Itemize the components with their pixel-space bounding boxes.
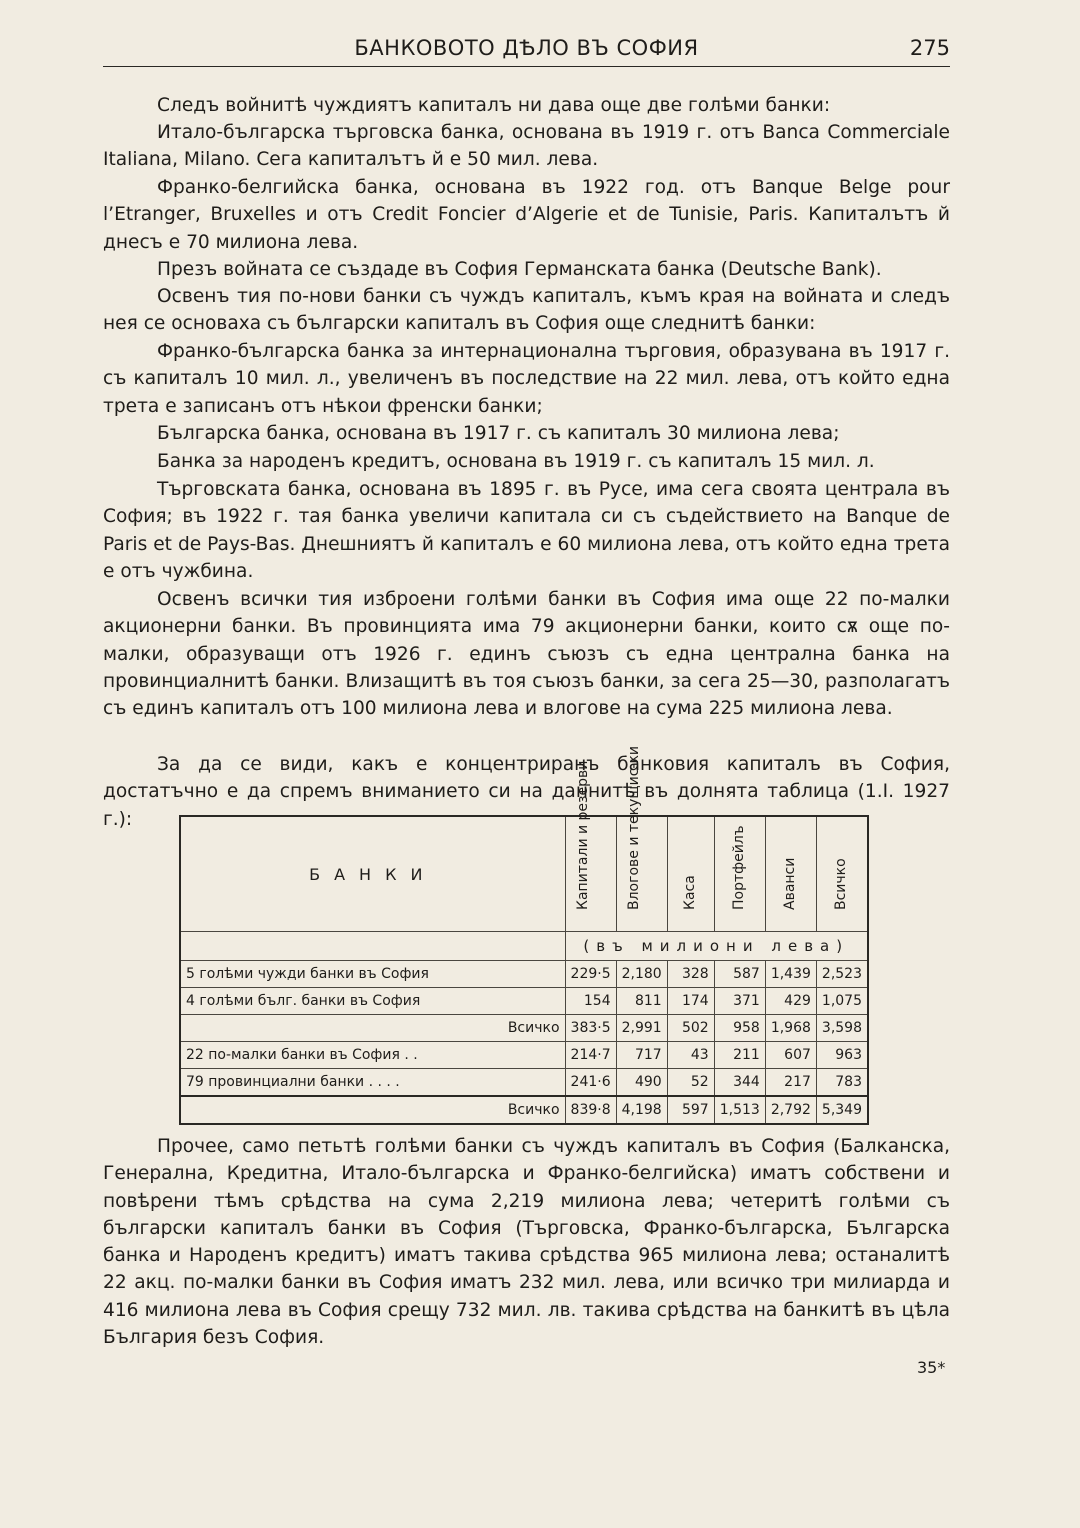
paragraph: Освенъ тия по-нови банки съ чуждъ капиталъ, къмъ края на войната и следъ нея се основаха съ български капиталъ въ София още следнитѣ банки:	[103, 286, 950, 335]
cell: 490	[616, 1069, 667, 1097]
cell: 587	[714, 961, 765, 988]
cell: 429	[765, 988, 816, 1015]
banks-column-header: БАНКИ	[180, 816, 565, 932]
cell: 241·6	[565, 1069, 616, 1097]
cell: 958	[714, 1015, 765, 1042]
cell: 2,991	[616, 1015, 667, 1042]
running-title: БАНКОВОТО ДѢЛО ВЪ СОФИЯ	[354, 36, 699, 60]
cell: 2,180	[616, 961, 667, 988]
table-row	[180, 988, 868, 1015]
paragraph: Освенъ всички тия изброени голѣми банки въ София има още 22 по-малки акционерни банки. Въ провинцията има 79 акционерни банки, които сѫ още по-малки, образуващи отъ 1926 г. единъ съюзъ съ една централна банка на провинциалнитѣ банки. Влизащитѣ въ тоя съюзъ банки, за сега 25—30, разполагатъ съ единъ капиталъ отъ 100 милиона лева и влогове на сума 225 милиона лева.	[103, 589, 950, 720]
cell: 597	[667, 1096, 714, 1124]
row-label: 4 голѣми бълг. банки въ София	[180, 988, 565, 1015]
cell: 5,349	[816, 1096, 868, 1124]
cell: 811	[616, 988, 667, 1015]
column-header: Всичко	[816, 816, 868, 932]
column-header: Влогове и текущис-ки	[616, 816, 667, 932]
paragraph: Франко-българска банка за интернационална търговия, образувана въ 1917 г. съ капиталъ 10 мил. л., увеличенъ въ последствие на 22 мил. лева, отъ който една трета е записанъ отъ нѣкои френски банки;	[103, 341, 950, 417]
paragraph: Итало-българска търговска банка, основана въ 1919 г. отъ Banca Commerciale Italiana, Milano. Сега капиталътъ й е 50 мил. лева.	[103, 122, 950, 171]
row-label: Всичко	[180, 1015, 565, 1042]
cell: 607	[765, 1042, 816, 1069]
cell: 371	[714, 988, 765, 1015]
table-row-total	[180, 1096, 868, 1124]
cell: 1,968	[765, 1015, 816, 1042]
paragraph: Българска банка, основана въ 1917 г. съ капиталъ 30 милиона лева;	[157, 423, 840, 444]
cell: 383·5	[565, 1015, 616, 1042]
cell: 1,075	[816, 988, 868, 1015]
cell: 502	[667, 1015, 714, 1042]
column-header: Каса	[667, 816, 714, 932]
cell: 43	[667, 1042, 714, 1069]
paragraph: Банка за народенъ кредитъ, основана въ 1919 г. съ капиталъ 15 мил. л.	[157, 451, 875, 472]
cell: 783	[816, 1069, 868, 1097]
cell: 217	[765, 1069, 816, 1097]
cell: 229·5	[565, 961, 616, 988]
paragraph: За да се види, какъ е концентриранъ банковия капиталъ въ София, достатъчно е да спремъ вниманието си на даннитѣ въ долнята таблица (1.I. 1927 г.):	[103, 754, 950, 830]
unit-label: (въ милиони лева)	[565, 932, 868, 961]
table-header-row	[180, 816, 868, 932]
cell: 963	[816, 1042, 868, 1069]
cell: 52	[667, 1069, 714, 1097]
cell: 211	[714, 1042, 765, 1069]
cell: 2,523	[816, 961, 868, 988]
paragraph: Следъ войнитѣ чуждиятъ капиталъ ни дава още две голѣми банки:	[157, 95, 831, 116]
running-header	[103, 34, 950, 67]
row-label: 5 голѣми чужди банки въ София	[180, 961, 565, 988]
signature-mark: 35*	[917, 1358, 946, 1377]
table-row	[180, 961, 868, 988]
cell: 1,439	[765, 961, 816, 988]
cell: 344	[714, 1069, 765, 1097]
paragraph: Франко-белгийска банка, основана въ 1922 год. отъ Banque Belge pour l’Etranger, Bruxelles и отъ Credit Foncier d’Algerie et de Tunisie, Paris. Капиталътъ й днесъ е 70 милиона лева.	[103, 177, 950, 253]
row-label: 79 провинциални банки . . . .	[180, 1069, 565, 1097]
unit-row	[180, 932, 868, 961]
cell: 3,598	[816, 1015, 868, 1042]
paragraph: Прочее, само петьтѣ голѣми банки съ чуждъ капиталъ въ София (Балканска, Генерална, Кредитна, Итало-българска и Франко-белгийска) иматъ собствени и повѣрени тѣмъ срѣдства на сума 2,219 милиона лева; четеритѣ голѣми съ български капиталъ банки въ София (Търговска, Франко-българска, Българска банка и Народенъ кредитъ) иматъ такива срѣдства 965 милиона лева; останалитѣ 22 акц. по-малки банки въ София иматъ 232 мил. лева, или всичко три милиарда и 416 милиона лева въ София срещу 732 мил. лв. такива срѣдства на банкитѣ въ цѣла България безъ София.	[103, 1136, 950, 1349]
paragraph: Презъ войната се създаде въ София Германската банка (Deutsche Bank).	[157, 259, 882, 280]
cell: 1,513	[714, 1096, 765, 1124]
cell: 839·8	[565, 1096, 616, 1124]
column-header: Аванси	[765, 816, 816, 932]
row-label: Всичко	[180, 1096, 565, 1124]
cell: 154	[565, 988, 616, 1015]
cell: 328	[667, 961, 714, 988]
row-label: 22 по-малки банки въ София . .	[180, 1042, 565, 1069]
table-row	[180, 1069, 868, 1097]
table-row	[180, 1042, 868, 1069]
cell: 717	[616, 1042, 667, 1069]
page-number: 275	[909, 36, 950, 60]
column-header: Капитали и резерви	[565, 816, 616, 932]
table-row	[180, 1015, 868, 1042]
cell: 214·7	[565, 1042, 616, 1069]
cell: 4,198	[616, 1096, 667, 1124]
cell: 174	[667, 988, 714, 1015]
column-header: Портфейлъ	[714, 816, 765, 932]
cell: 2,792	[765, 1096, 816, 1124]
paragraph: Търговската банка, основана въ 1895 г. въ Русе, има сега своята централа въ София; въ 1922 г. тая банка увеличи капитала си съ съдействието на Banque de Paris et de Pays-Bas. Днешниятъ й капиталъ е 60 милиона лева, отъ който една трета е отъ чужбина.	[103, 479, 950, 582]
